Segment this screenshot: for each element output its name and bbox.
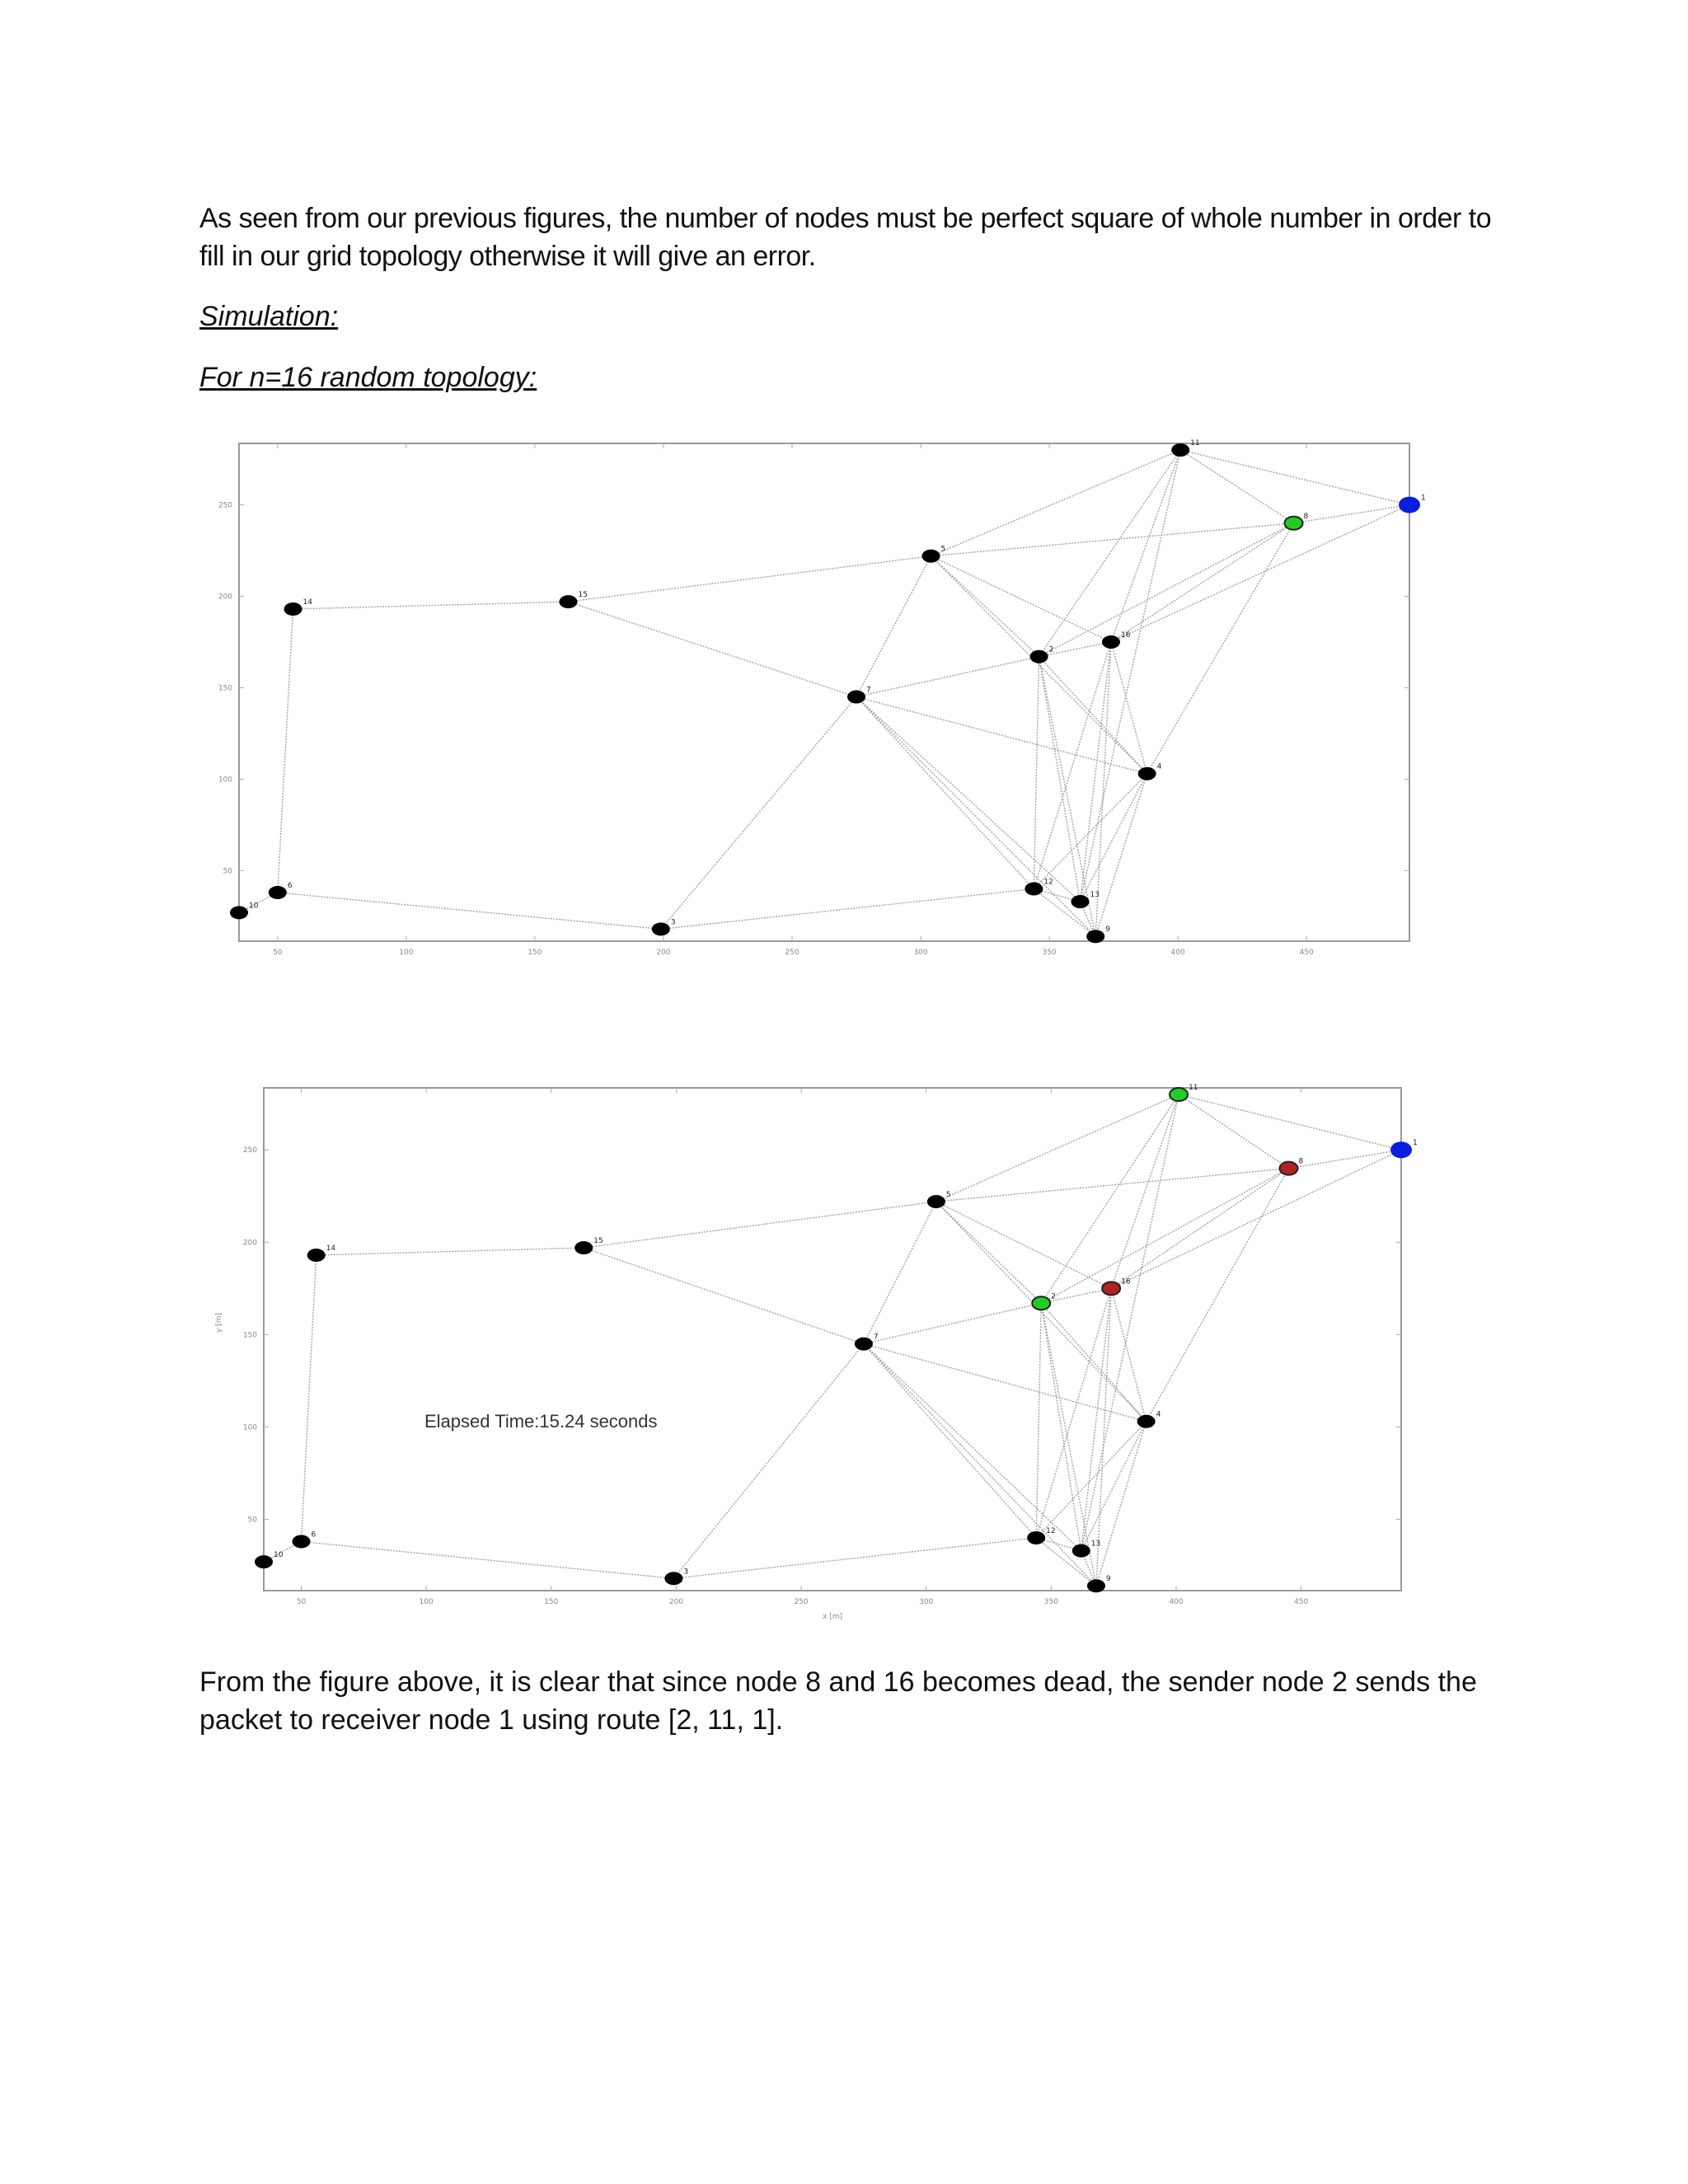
node-5 — [922, 550, 940, 563]
edge-14-15 — [293, 602, 569, 609]
edge-4-12 — [1034, 774, 1146, 889]
node-label-8: 8 — [1303, 512, 1309, 521]
x-tick-label: 50 — [273, 949, 283, 957]
node-2 — [1032, 1296, 1050, 1310]
edge-5-16 — [931, 556, 1111, 642]
node-label-3: 3 — [683, 1568, 689, 1577]
edge-2-11 — [1039, 450, 1181, 657]
node-14 — [284, 602, 302, 616]
edge-5-8 — [936, 1169, 1289, 1202]
node-label-16: 16 — [1121, 1277, 1131, 1286]
y-tick-label: 100 — [218, 776, 232, 785]
node-label-8: 8 — [1298, 1157, 1304, 1166]
node-10 — [230, 906, 248, 919]
edge-5-11 — [936, 1094, 1179, 1202]
node-label-12: 12 — [1046, 1526, 1056, 1535]
node-11 — [1171, 443, 1189, 457]
node-label-10: 10 — [249, 902, 259, 911]
edge-15-7 — [568, 602, 856, 696]
y-tick-label: 50 — [223, 867, 232, 876]
edge-16-1 — [1111, 505, 1409, 642]
node-label-5: 5 — [945, 1191, 951, 1200]
edge-2-12 — [1036, 1303, 1041, 1538]
node-label-6: 6 — [287, 881, 293, 890]
node-7 — [847, 691, 865, 704]
node-2 — [1030, 650, 1048, 663]
edge-11-13 — [1081, 450, 1181, 902]
node-16 — [1102, 635, 1120, 649]
node-14 — [307, 1249, 326, 1262]
x-axis-label: x [m] — [823, 1613, 842, 1621]
edge-15-5 — [568, 556, 931, 602]
node-11 — [1170, 1088, 1188, 1101]
node-label-7: 7 — [873, 1333, 879, 1342]
edge-8-4 — [1147, 523, 1294, 774]
edge-11-1 — [1180, 450, 1409, 505]
edge-4-13 — [1081, 774, 1147, 902]
node-label-3: 3 — [670, 918, 676, 927]
node-8 — [1285, 517, 1303, 530]
node-label-2: 2 — [1051, 1292, 1056, 1301]
x-tick-label: 100 — [419, 1598, 434, 1606]
edge-2-12 — [1034, 657, 1039, 889]
x-tick-label: 300 — [913, 949, 928, 957]
edge-7-9 — [864, 1344, 1096, 1586]
node-6 — [269, 886, 287, 899]
edge-11-13 — [1081, 1094, 1179, 1551]
x-tick-label: 250 — [785, 949, 799, 957]
node-label-1: 1 — [1421, 494, 1426, 503]
x-tick-label: 200 — [668, 1598, 684, 1606]
node-label-11: 11 — [1190, 439, 1200, 448]
node-label-15: 15 — [593, 1237, 603, 1246]
y-tick-label: 50 — [247, 1516, 257, 1525]
plot-frame — [239, 443, 1409, 941]
node-label-13: 13 — [1090, 891, 1100, 900]
edge-4-13 — [1081, 1422, 1146, 1551]
node-label-15: 15 — [578, 591, 588, 600]
edge-16-13 — [1081, 642, 1111, 902]
node-label-6: 6 — [311, 1530, 316, 1540]
edge-7-12 — [864, 1344, 1036, 1538]
x-tick-label: 350 — [1043, 1598, 1058, 1606]
edge-2-13 — [1039, 657, 1081, 902]
topology-figure-after — [198, 1071, 1426, 1648]
edge-3-7 — [673, 1344, 864, 1579]
edge-7-2 — [856, 657, 1039, 697]
edge-6-14 — [278, 609, 293, 893]
edge-5-7 — [864, 1202, 936, 1344]
edge-4-12 — [1036, 1422, 1146, 1538]
edge-16-4 — [1111, 642, 1147, 774]
edge-7-12 — [856, 697, 1034, 889]
edge-16-11 — [1111, 1094, 1179, 1288]
edge-2-9 — [1039, 657, 1096, 936]
edge-6-3 — [278, 893, 661, 929]
node-label-14: 14 — [302, 598, 312, 607]
y-tick-label: 200 — [242, 1239, 257, 1248]
x-tick-label: 200 — [656, 949, 671, 957]
node-label-2: 2 — [1048, 645, 1054, 654]
intro-paragraph: As seen from our previous figures, the number of nodes must be perfect square of whole number in order to fill in our grid topology otherwise it will give an error. — [199, 203, 1492, 272]
edge-5-16 — [936, 1202, 1111, 1288]
edge-3-12 — [673, 1538, 1036, 1578]
edge-2-8 — [1039, 523, 1294, 657]
y-tick-label: 150 — [242, 1331, 257, 1340]
node-label-16: 16 — [1120, 630, 1131, 640]
edge-8-1 — [1294, 505, 1409, 523]
node-label-5: 5 — [940, 545, 946, 554]
edge-2-11 — [1041, 1094, 1179, 1303]
node-13 — [1072, 1544, 1090, 1558]
x-tick-label: 250 — [794, 1598, 809, 1606]
node-1 — [1399, 497, 1420, 513]
edge-5-11 — [931, 450, 1181, 556]
conclusion-paragraph: From the figure above, it is clear that since node 8 and 16 becomes dead, the sender node 2 sends the packet to receiver node 1 using route [2, 11, 1]. — [199, 1666, 1477, 1736]
edge-7-13 — [864, 1344, 1081, 1551]
node-3 — [664, 1572, 682, 1585]
y-tick-label: 250 — [242, 1146, 257, 1155]
node-label-9: 9 — [1105, 1575, 1111, 1584]
node-label-4: 4 — [1156, 762, 1162, 771]
node-label-9: 9 — [1105, 926, 1110, 935]
x-tick-label: 150 — [544, 1598, 559, 1606]
x-tick-label: 350 — [1042, 949, 1057, 957]
node-12 — [1025, 883, 1043, 896]
edge-5-4 — [931, 556, 1147, 774]
node-label-12: 12 — [1043, 878, 1053, 887]
edge-4-9 — [1096, 1422, 1146, 1586]
edge-16-4 — [1111, 1288, 1146, 1421]
node-label-11: 11 — [1189, 1084, 1198, 1092]
edge-16-1 — [1111, 1150, 1401, 1288]
edge-11-8 — [1179, 1094, 1288, 1169]
edge-16-13 — [1081, 1288, 1111, 1550]
plot-frame — [264, 1088, 1401, 1591]
node-label-14: 14 — [326, 1244, 336, 1254]
node-16 — [1102, 1282, 1120, 1295]
edge-12-9 — [1034, 889, 1095, 937]
edge-15-5 — [584, 1202, 936, 1248]
edge-3-7 — [661, 697, 856, 930]
node-4 — [1138, 767, 1156, 780]
edge-5-2 — [936, 1202, 1041, 1303]
x-tick-label: 450 — [1299, 949, 1314, 957]
x-tick-label: 150 — [528, 949, 542, 957]
topology-heading: For n=16 random topology: — [199, 362, 537, 393]
node-label-4: 4 — [1156, 1410, 1161, 1419]
node-label-10: 10 — [274, 1551, 284, 1560]
edge-11-8 — [1180, 450, 1293, 523]
edge-16-8 — [1111, 1169, 1288, 1289]
node-9 — [1086, 930, 1104, 943]
x-tick-label: 400 — [1169, 1598, 1184, 1606]
y-tick-label: 100 — [242, 1423, 257, 1432]
y-tick-label: 250 — [218, 501, 232, 510]
edge-16-12 — [1036, 1288, 1111, 1538]
x-tick-label: 450 — [1294, 1598, 1309, 1606]
node-3 — [652, 922, 670, 935]
topology-figure-before — [198, 420, 1426, 997]
edge-2-9 — [1041, 1303, 1096, 1586]
node-5 — [927, 1195, 945, 1208]
node-13 — [1071, 895, 1090, 908]
edge-5-7 — [856, 556, 931, 697]
node-15 — [574, 1241, 593, 1254]
x-tick-label: 300 — [919, 1598, 934, 1606]
edge-15-7 — [584, 1248, 864, 1344]
edge-6-3 — [301, 1541, 673, 1578]
edge-5-2 — [931, 556, 1039, 657]
y-tick-label: 200 — [218, 593, 232, 602]
node-15 — [559, 595, 577, 608]
node-label-13: 13 — [1090, 1540, 1101, 1549]
node-4 — [1137, 1415, 1156, 1428]
edge-8-4 — [1146, 1169, 1289, 1422]
node-12 — [1027, 1531, 1045, 1544]
elapsed-time-label: Elapsed Time:15.24 seconds — [424, 1411, 658, 1432]
edge-7-13 — [856, 697, 1081, 902]
x-tick-label: 50 — [296, 1598, 307, 1606]
edge-11-1 — [1179, 1094, 1401, 1150]
edge-16-8 — [1111, 523, 1294, 642]
node-1 — [1390, 1141, 1412, 1158]
y-axis-label: y [m] — [215, 1313, 223, 1333]
x-tick-label: 400 — [1170, 949, 1185, 957]
y-tick-label: 150 — [218, 684, 232, 693]
node-9 — [1087, 1579, 1105, 1592]
edge-3-12 — [661, 889, 1034, 930]
node-label-7: 7 — [866, 686, 871, 695]
node-8 — [1280, 1162, 1298, 1175]
edge-6-14 — [301, 1255, 316, 1541]
simulation-heading: Simulation: — [199, 301, 339, 332]
edge-5-4 — [936, 1202, 1146, 1422]
edge-16-12 — [1034, 642, 1111, 889]
edge-8-1 — [1289, 1150, 1401, 1168]
node-10 — [255, 1555, 273, 1568]
edge-12-9 — [1036, 1538, 1096, 1586]
edge-7-9 — [856, 697, 1095, 937]
x-tick-label: 100 — [399, 949, 414, 957]
node-7 — [855, 1338, 873, 1351]
node-label-1: 1 — [1413, 1139, 1418, 1148]
edge-7-2 — [864, 1303, 1041, 1343]
edge-14-15 — [316, 1248, 584, 1255]
edge-2-13 — [1041, 1303, 1081, 1550]
node-6 — [292, 1535, 310, 1548]
